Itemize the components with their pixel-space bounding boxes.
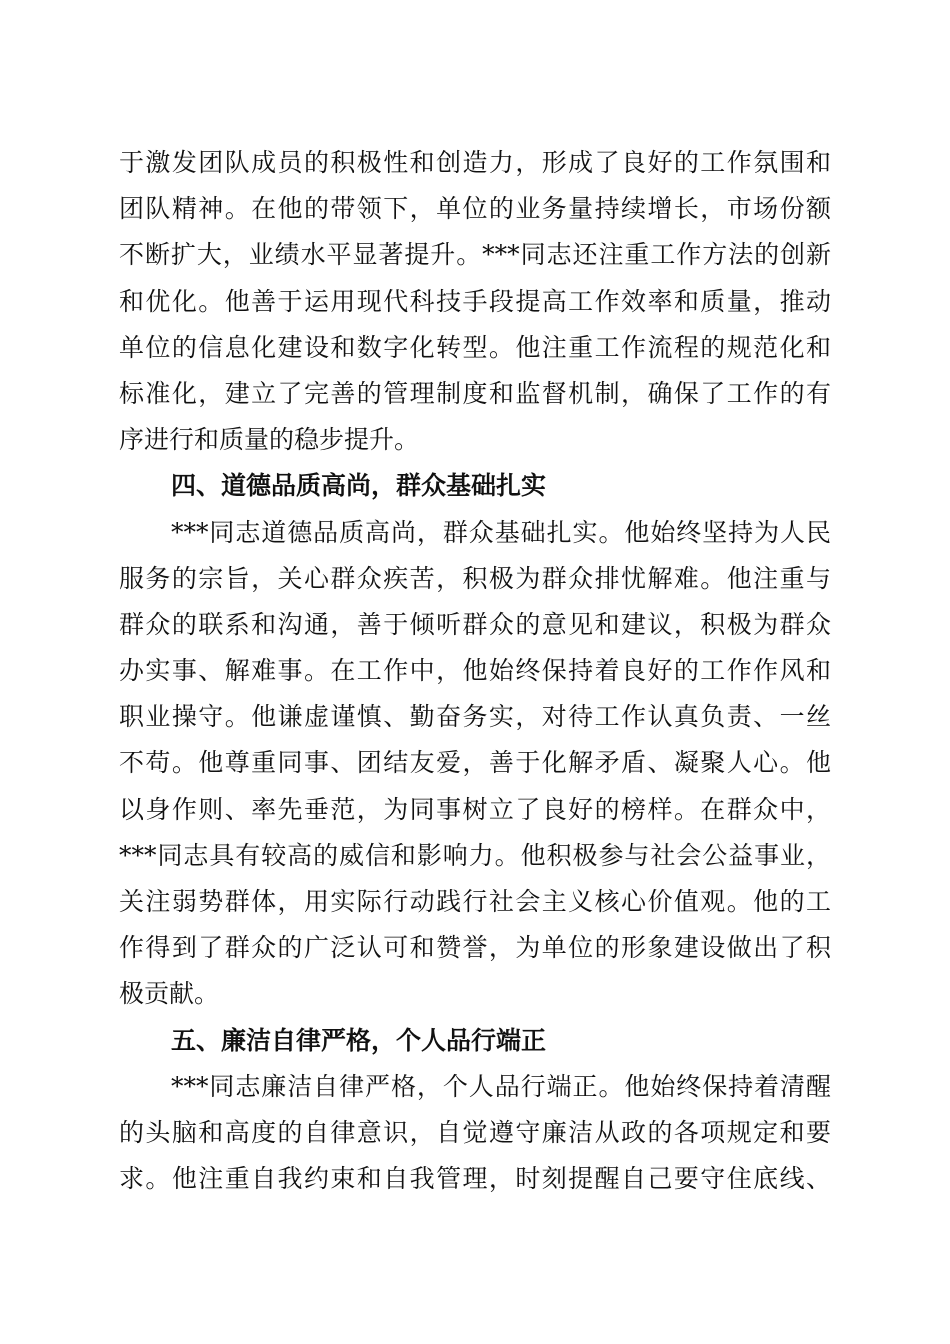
text-line: 极贡献。: [119, 979, 220, 1009]
text-line: ***同志道德品质高尚，群众基础扎实。他始终坚持为人民: [171, 517, 831, 547]
text-line: 群众的联系和沟通，善于倾听群众的意见和建议，积极为群众: [119, 609, 831, 639]
text-line: 于激发团队成员的积极性和创造力，形成了良好的工作氛围和: [119, 148, 831, 177]
text-line: 服务的宗旨，关心群众疾苦，积极为群众排忧解难。他注重与: [119, 563, 831, 593]
text-line: 关注弱势群体，用实际行动践行社会主义核心价值观。他的工: [119, 887, 831, 916]
text-line: 求。他注重自我约束和自我管理，时刻提醒自己要守住底线、: [119, 1164, 831, 1194]
text-line: ***同志具有较高的威信和影响力。他积极参与社会公益事业，: [119, 840, 831, 870]
text-line: 不断扩大，业绩水平显著提升。***同志还注重工作方法的创新: [119, 240, 831, 270]
text-line: 作得到了群众的广泛认可和赞誉，为单位的形象建设做出了积: [119, 933, 831, 963]
text-line: 团队精神。在他的带领下，单位的业务量持续增长，市场份额: [119, 194, 831, 224]
text-line: 办实事、解难事。在工作中，他始终保持着良好的工作作风和: [119, 656, 831, 686]
text-line: 单位的信息化建设和数字化转型。他注重工作流程的规范化和: [119, 332, 831, 362]
text-line: 以身作则、率先垂范，为同事树立了良好的榜样。在群众中，: [119, 794, 831, 824]
section-heading-5: 五、廉洁自律严格，个人品行端正: [171, 1025, 547, 1055]
text-line: 和优化。他善于运用现代科技手段提高工作效率和质量，推动: [119, 286, 831, 316]
text-line: 职业操守。他谦虚谨慎、勤奋务实，对待工作认真负责、一丝: [119, 702, 831, 732]
text-line: 不苟。他尊重同事、团结友爱，善于化解矛盾、凝聚人心。他: [119, 748, 831, 778]
document-body: [119, 140, 831, 1202]
paragraph-section3-tail: [119, 140, 831, 463]
text-line: ***同志廉洁自律严格，个人品行端正。他始终保持着清醒: [171, 1071, 831, 1101]
text-line: 的头脑和高度的自律意识，自觉遵守廉洁从政的各项规定和要: [119, 1117, 831, 1147]
section-heading-4: 四、道德品质高尚，群众基础扎实: [171, 471, 547, 501]
text-line: 序进行和质量的稳步提升。: [119, 425, 420, 455]
paragraph-section5: [119, 1064, 831, 1203]
paragraph-section4: [119, 510, 831, 1018]
text-line: 标准化，建立了完善的管理制度和监督机制，确保了工作的有: [119, 378, 831, 408]
